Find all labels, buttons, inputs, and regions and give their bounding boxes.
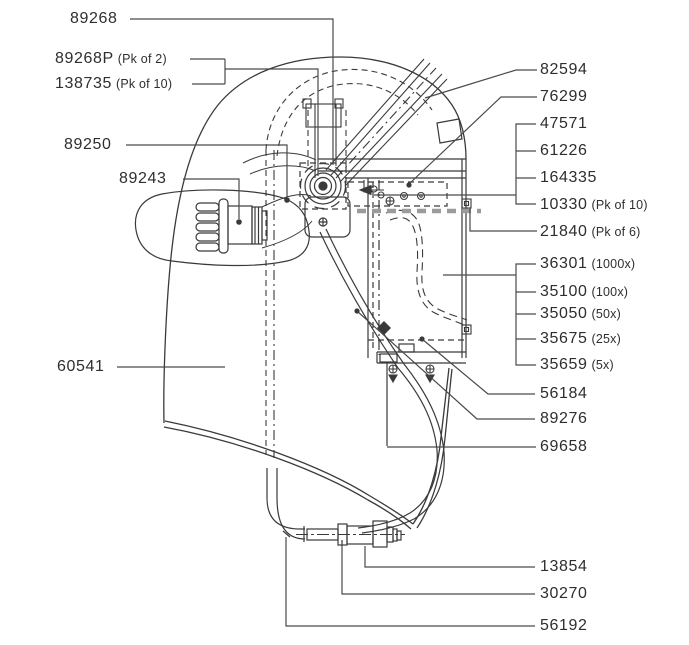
part-label-10330: [540, 195, 648, 215]
part-label-35675: [540, 329, 621, 349]
part-number: 35659: [540, 356, 588, 373]
part-number: 164335: [540, 169, 597, 186]
lens-frame: [318, 159, 466, 446]
part-number: 35050: [540, 305, 588, 322]
part-qualifier: (Pk of 10): [116, 77, 173, 91]
part-label-89268: [70, 9, 122, 29]
part-label-164335: [540, 168, 601, 188]
part-number: 89250: [64, 136, 112, 153]
part-label-35050: [540, 304, 621, 324]
part-label-35659: [540, 355, 614, 375]
hood-inner-dashed-contours: [266, 69, 432, 458]
part-number: 35675: [540, 330, 588, 347]
part-qualifier: (100x): [591, 285, 629, 299]
part-label-47571: [540, 114, 592, 134]
part-label-61226: [540, 141, 592, 161]
part-label-13854: [540, 557, 592, 577]
part-qualifier: (Pk of 10): [591, 198, 648, 212]
part-label-76299: [540, 87, 592, 107]
part-label-89276: [540, 409, 592, 429]
part-label-35100: [540, 282, 628, 302]
part-label-36301: [540, 254, 635, 274]
part-number: 30270: [540, 585, 588, 602]
part-number: 89268P: [55, 50, 114, 67]
part-number: 56184: [540, 385, 588, 402]
part-number: 61226: [540, 142, 588, 159]
air-control-valve: [283, 521, 405, 547]
tension-knob-pocket: [135, 190, 309, 266]
part-label-60541: [57, 357, 109, 377]
part-number: 36301: [540, 255, 588, 272]
part-number: 60541: [57, 358, 105, 375]
part-qualifier: (25x): [591, 332, 621, 346]
part-number: 89268: [70, 10, 118, 27]
part-label-30270: [540, 584, 592, 604]
part-number: 56192: [540, 617, 588, 634]
part-label-69658: [540, 437, 592, 457]
head-strap-band: [326, 59, 447, 186]
part-qualifier: (Pk of 2): [117, 52, 167, 66]
part-number: 89276: [540, 410, 588, 427]
part-number: 89243: [119, 170, 167, 187]
part-number: 82594: [540, 61, 588, 78]
part-number: 35100: [540, 283, 588, 300]
breathing-tube: [267, 229, 444, 542]
part-label-56192: [540, 616, 592, 636]
part-qualifier: (1000x): [591, 257, 636, 271]
part-number: 138735: [55, 75, 112, 92]
part-qualifier: (50x): [591, 307, 621, 321]
part-number: 76299: [540, 88, 588, 105]
shell-vent-plate: [437, 119, 462, 143]
part-number: 47571: [540, 115, 588, 132]
part-label-82594: [540, 60, 592, 80]
part-label-89243: [119, 169, 171, 189]
part-qualifier: (5x): [591, 358, 614, 372]
tension-knob: [196, 199, 267, 253]
part-label-89268P: [55, 49, 167, 69]
face-opening-contour: [386, 210, 467, 325]
part-label-138735: [55, 74, 172, 94]
part-label-89250: [64, 135, 116, 155]
part-qualifier: (Pk of 6): [591, 225, 641, 239]
part-number: 10330: [540, 196, 588, 213]
part-label-56184: [540, 384, 592, 404]
part-number: 13854: [540, 558, 588, 575]
part-label-21840: [540, 222, 641, 242]
part-number: 21840: [540, 223, 588, 240]
part-number: 69658: [540, 438, 588, 455]
